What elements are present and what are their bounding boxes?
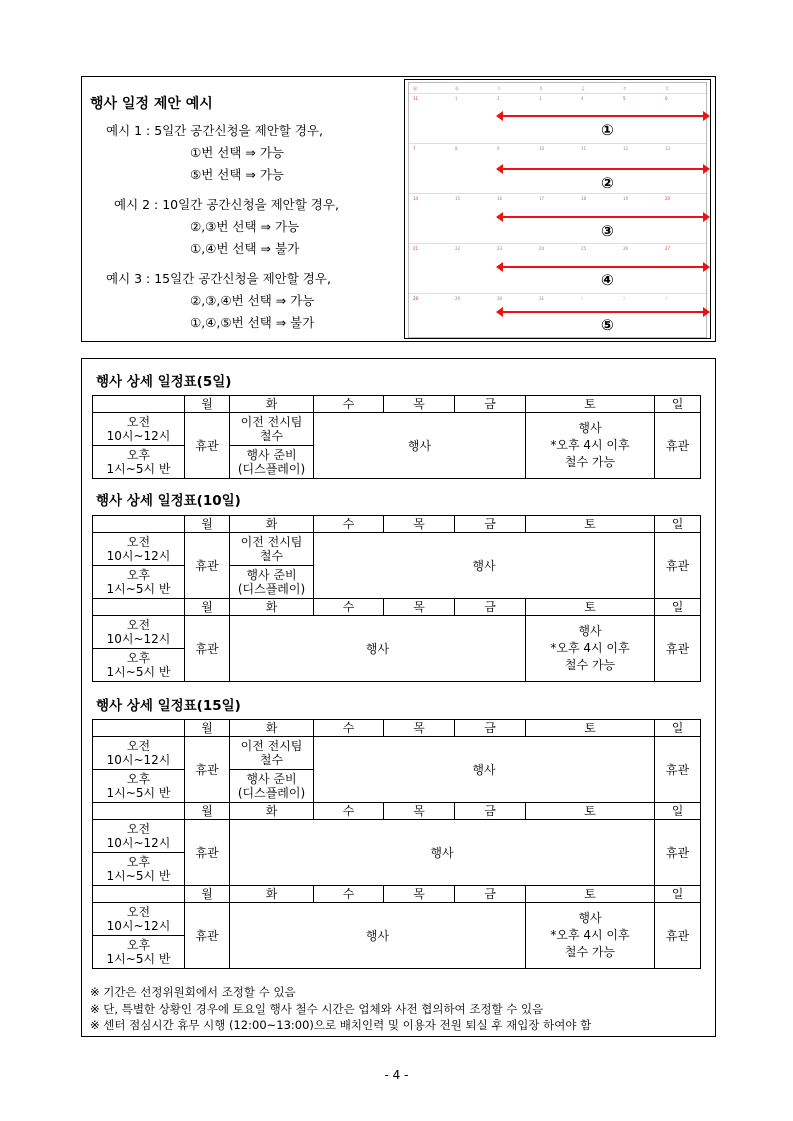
time-pm: 오후 1시~5시 반 <box>93 770 185 803</box>
cell-sat: 행사 *오후 4시 이후 철수 가능 <box>526 413 655 479</box>
cal-day: 1 <box>455 96 458 101</box>
cal-day: 19 <box>623 196 629 201</box>
time-am: 오전 10시~12시 <box>93 737 185 770</box>
schedule-10-title: 행사 상세 일정표(10일) <box>96 493 241 509</box>
note-item: ※ 센터 점심시간 휴무 시행 (12:00~13:00)으로 배치인력 및 이용자 전원 퇴실 후 재입장 하여야 함 <box>90 1018 592 1032</box>
calendar-image <box>408 82 707 338</box>
cell-sun: 휴관 <box>655 533 701 599</box>
cell-sat: 행사 *오후 4시 이후 철수 가능 <box>526 616 655 682</box>
note-item: ※ 기간은 선정위원회에서 조정할 수 있음 <box>90 985 296 999</box>
cell-sat: 행사 *오후 4시 이후 철수 가능 <box>526 903 655 969</box>
cell-sun: 휴관 <box>655 820 701 886</box>
table-row <box>93 413 701 446</box>
header-empty <box>93 886 185 903</box>
header-thu: 목 <box>384 720 455 737</box>
period-marker-5: ⑤ <box>601 316 614 334</box>
cal-weekday: 화 <box>455 86 459 91</box>
header-fri: 금 <box>455 720 526 737</box>
time-am: 오전 10시~12시 <box>93 533 185 566</box>
table-row <box>93 737 701 770</box>
example-1-line-a: ①번 선택 ⇒ 가능 <box>190 145 284 160</box>
header-sun: 일 <box>655 720 701 737</box>
cell-event: 행사 <box>314 413 526 479</box>
cal-day: 5 <box>623 96 626 101</box>
notes <box>90 984 591 1034</box>
calendar-week-3 <box>409 193 706 244</box>
cal-day: 31 <box>539 296 545 301</box>
cell-mon: 휴관 <box>185 820 230 886</box>
period-marker-3: ③ <box>601 222 614 240</box>
header-fri: 금 <box>455 803 526 820</box>
period-arrow-4 <box>501 266 705 268</box>
cal-day: 26 <box>623 246 629 251</box>
schedule-10-table <box>92 515 701 682</box>
time-pm: 오후 1시~5시 반 <box>93 936 185 969</box>
cell-tue-am: 이전 전시팀 철수 <box>230 413 314 446</box>
example-2-heading: 예시 2 : 10일간 공간신청을 제안할 경우, <box>114 197 339 212</box>
cell-sun: 휴관 <box>655 413 701 479</box>
note-item: ※ 단, 특별한 상황인 경우에 토요일 행사 철수 시간은 업체와 사전 협의하여 조정할 수 있음 <box>90 1001 544 1016</box>
example-2-line-b: ①,④번 선택 ⇒ 불가 <box>190 241 300 256</box>
cell-event: 행사 <box>230 616 526 682</box>
detailed-schedule-box <box>81 358 716 1037</box>
cal-day: 1 <box>581 296 584 301</box>
header-tue: 화 <box>230 720 314 737</box>
cell-mon: 휴관 <box>185 616 230 682</box>
example-title: 행사 일정 제안 예시 <box>90 96 213 112</box>
table-header-row <box>93 396 701 413</box>
header-empty <box>93 396 185 413</box>
example-3-line-b: ①,④,⑤번 선택 ⇒ 불가 <box>190 315 315 330</box>
header-mon: 월 <box>185 516 230 533</box>
cell-sun: 휴관 <box>655 616 701 682</box>
header-thu: 목 <box>384 599 455 616</box>
table-header-row <box>93 599 701 616</box>
table-header-row <box>93 886 701 903</box>
header-wed: 수 <box>314 396 384 413</box>
header-mon: 월 <box>185 720 230 737</box>
cal-day: 15 <box>455 196 461 201</box>
cal-day: 14 <box>413 196 419 201</box>
header-sun: 일 <box>655 396 701 413</box>
time-pm: 오후 1시~5시 반 <box>93 446 185 479</box>
header-fri: 금 <box>455 599 526 616</box>
header-thu: 목 <box>384 803 455 820</box>
calendar-example <box>404 79 711 339</box>
cell-mon: 휴관 <box>185 533 230 599</box>
header-mon: 월 <box>185 803 230 820</box>
table-header-row <box>93 803 701 820</box>
header-mon: 월 <box>185 886 230 903</box>
table-header-row <box>93 720 701 737</box>
cal-day: 23 <box>497 246 503 251</box>
cal-day: 24 <box>539 246 545 251</box>
header-fri: 금 <box>455 396 526 413</box>
period-arrow-1 <box>501 115 705 117</box>
cal-day: 30 <box>497 296 503 301</box>
header-fri: 금 <box>455 516 526 533</box>
schedule-5-title: 행사 상세 일정표(5일) <box>96 374 232 390</box>
calendar-week-1 <box>409 93 706 144</box>
time-pm: 오후 1시~5시 반 <box>93 649 185 682</box>
calendar-week-2 <box>409 143 706 194</box>
calendar-week-4 <box>409 243 706 294</box>
cal-day: 25 <box>581 246 587 251</box>
cal-day: 6 <box>665 96 668 101</box>
cal-day: 2 <box>623 296 626 301</box>
cell-tue-pm: 행사 준비 (디스플레이) <box>230 770 314 803</box>
table-row <box>93 616 701 649</box>
header-sun: 일 <box>655 886 701 903</box>
cal-day: 13 <box>665 146 671 151</box>
header-sat: 토 <box>526 396 655 413</box>
time-am: 오전 10시~12시 <box>93 820 185 853</box>
schedule-5-table <box>92 395 701 479</box>
header-sat: 토 <box>526 599 655 616</box>
header-tue: 화 <box>230 516 314 533</box>
cell-tue-am: 이전 전시팀 철수 <box>230 737 314 770</box>
schedule-15-table <box>92 719 701 969</box>
example-text-panel <box>82 77 402 341</box>
cal-day: 18 <box>581 196 587 201</box>
time-pm: 오후 1시~5시 반 <box>93 566 185 599</box>
cal-weekday: 금 <box>581 86 585 91</box>
header-sat: 토 <box>526 516 655 533</box>
header-thu: 목 <box>384 886 455 903</box>
table-row <box>93 903 701 936</box>
cal-day: 28 <box>413 296 419 301</box>
schedule-15-title: 행사 상세 일정표(15일) <box>96 698 241 714</box>
cell-tue-pm: 행사 준비 (디스플레이) <box>230 446 314 479</box>
header-empty <box>93 720 185 737</box>
period-arrow-5 <box>501 311 705 313</box>
cal-day: 11 <box>581 146 587 151</box>
cal-weekday: 월 <box>413 86 417 91</box>
time-am: 오전 10시~12시 <box>93 413 185 446</box>
header-empty <box>93 803 185 820</box>
cal-day: 4 <box>581 96 584 101</box>
time-pm: 오후 1시~5시 반 <box>93 853 185 886</box>
example-3-heading: 예시 3 : 15일간 공간신청을 제안할 경우, <box>106 271 331 286</box>
cal-day: 22 <box>455 246 461 251</box>
period-marker-2: ② <box>601 174 614 192</box>
cal-day: 31 <box>413 96 419 101</box>
header-tue: 화 <box>230 599 314 616</box>
header-sat: 토 <box>526 803 655 820</box>
header-fri: 금 <box>455 886 526 903</box>
cell-sun: 휴관 <box>655 737 701 803</box>
cal-day: 8 <box>455 146 458 151</box>
time-am: 오전 10시~12시 <box>93 616 185 649</box>
example-3-line-a: ②,③,④번 선택 ⇒ 가능 <box>190 293 315 308</box>
period-marker-1: ① <box>601 121 614 139</box>
header-thu: 목 <box>384 516 455 533</box>
header-empty <box>93 516 185 533</box>
calendar-weekday-header <box>409 84 706 92</box>
cell-event: 행사 <box>230 820 655 886</box>
period-marker-4: ④ <box>601 271 614 289</box>
header-sat: 토 <box>526 720 655 737</box>
cal-day: 10 <box>539 146 545 151</box>
header-tue: 화 <box>230 396 314 413</box>
table-row <box>93 533 701 566</box>
example-2-line-a: ②,③번 선택 ⇒ 가능 <box>190 219 300 234</box>
table-row <box>93 820 701 853</box>
header-wed: 수 <box>314 803 384 820</box>
cell-mon: 휴관 <box>185 903 230 969</box>
table-header-row <box>93 516 701 533</box>
cal-day: 7 <box>413 146 416 151</box>
header-mon: 월 <box>185 396 230 413</box>
cal-day: 9 <box>497 146 500 151</box>
cal-day: 29 <box>455 296 461 301</box>
header-sat: 토 <box>526 886 655 903</box>
cell-event: 행사 <box>230 903 526 969</box>
period-arrow-3 <box>501 216 705 218</box>
cal-day: 17 <box>539 196 545 201</box>
header-mon: 월 <box>185 599 230 616</box>
cell-mon: 휴관 <box>185 413 230 479</box>
cal-day: 2 <box>497 96 500 101</box>
cell-tue-pm: 행사 준비 (디스플레이) <box>230 566 314 599</box>
cell-mon: 휴관 <box>185 737 230 803</box>
header-tue: 화 <box>230 886 314 903</box>
header-tue: 화 <box>230 803 314 820</box>
header-wed: 수 <box>314 516 384 533</box>
header-sun: 일 <box>655 599 701 616</box>
cal-day: 3 <box>539 96 542 101</box>
cal-weekday: 일 <box>665 86 669 91</box>
header-wed: 수 <box>314 599 384 616</box>
cal-day: 3 <box>665 296 668 301</box>
cell-event: 행사 <box>314 533 655 599</box>
example-1-line-b: ⑤번 선택 ⇒ 가능 <box>190 167 284 182</box>
header-sun: 일 <box>655 516 701 533</box>
schedule-example-box <box>81 76 716 342</box>
cal-weekday: 수 <box>497 86 501 91</box>
cal-day: 16 <box>497 196 503 201</box>
calendar-week-5 <box>409 293 706 344</box>
header-empty <box>93 599 185 616</box>
cal-weekday: 목 <box>539 86 543 91</box>
cal-day: 12 <box>623 146 629 151</box>
period-arrow-2 <box>501 168 705 170</box>
header-wed: 수 <box>314 886 384 903</box>
page-number: - 4 - <box>384 1068 409 1082</box>
cell-tue-am: 이전 전시팀 철수 <box>230 533 314 566</box>
header-wed: 수 <box>314 720 384 737</box>
cal-day: 20 <box>665 196 671 201</box>
cell-sun: 휴관 <box>655 903 701 969</box>
header-thu: 목 <box>384 396 455 413</box>
cal-day: 27 <box>665 246 671 251</box>
time-am: 오전 10시~12시 <box>93 903 185 936</box>
header-sun: 일 <box>655 803 701 820</box>
cal-day: 21 <box>413 246 419 251</box>
cell-event: 행사 <box>314 737 655 803</box>
example-1-heading: 예시 1 : 5일간 공간신청을 제안할 경우, <box>106 123 323 138</box>
cal-weekday: 토 <box>623 86 627 91</box>
